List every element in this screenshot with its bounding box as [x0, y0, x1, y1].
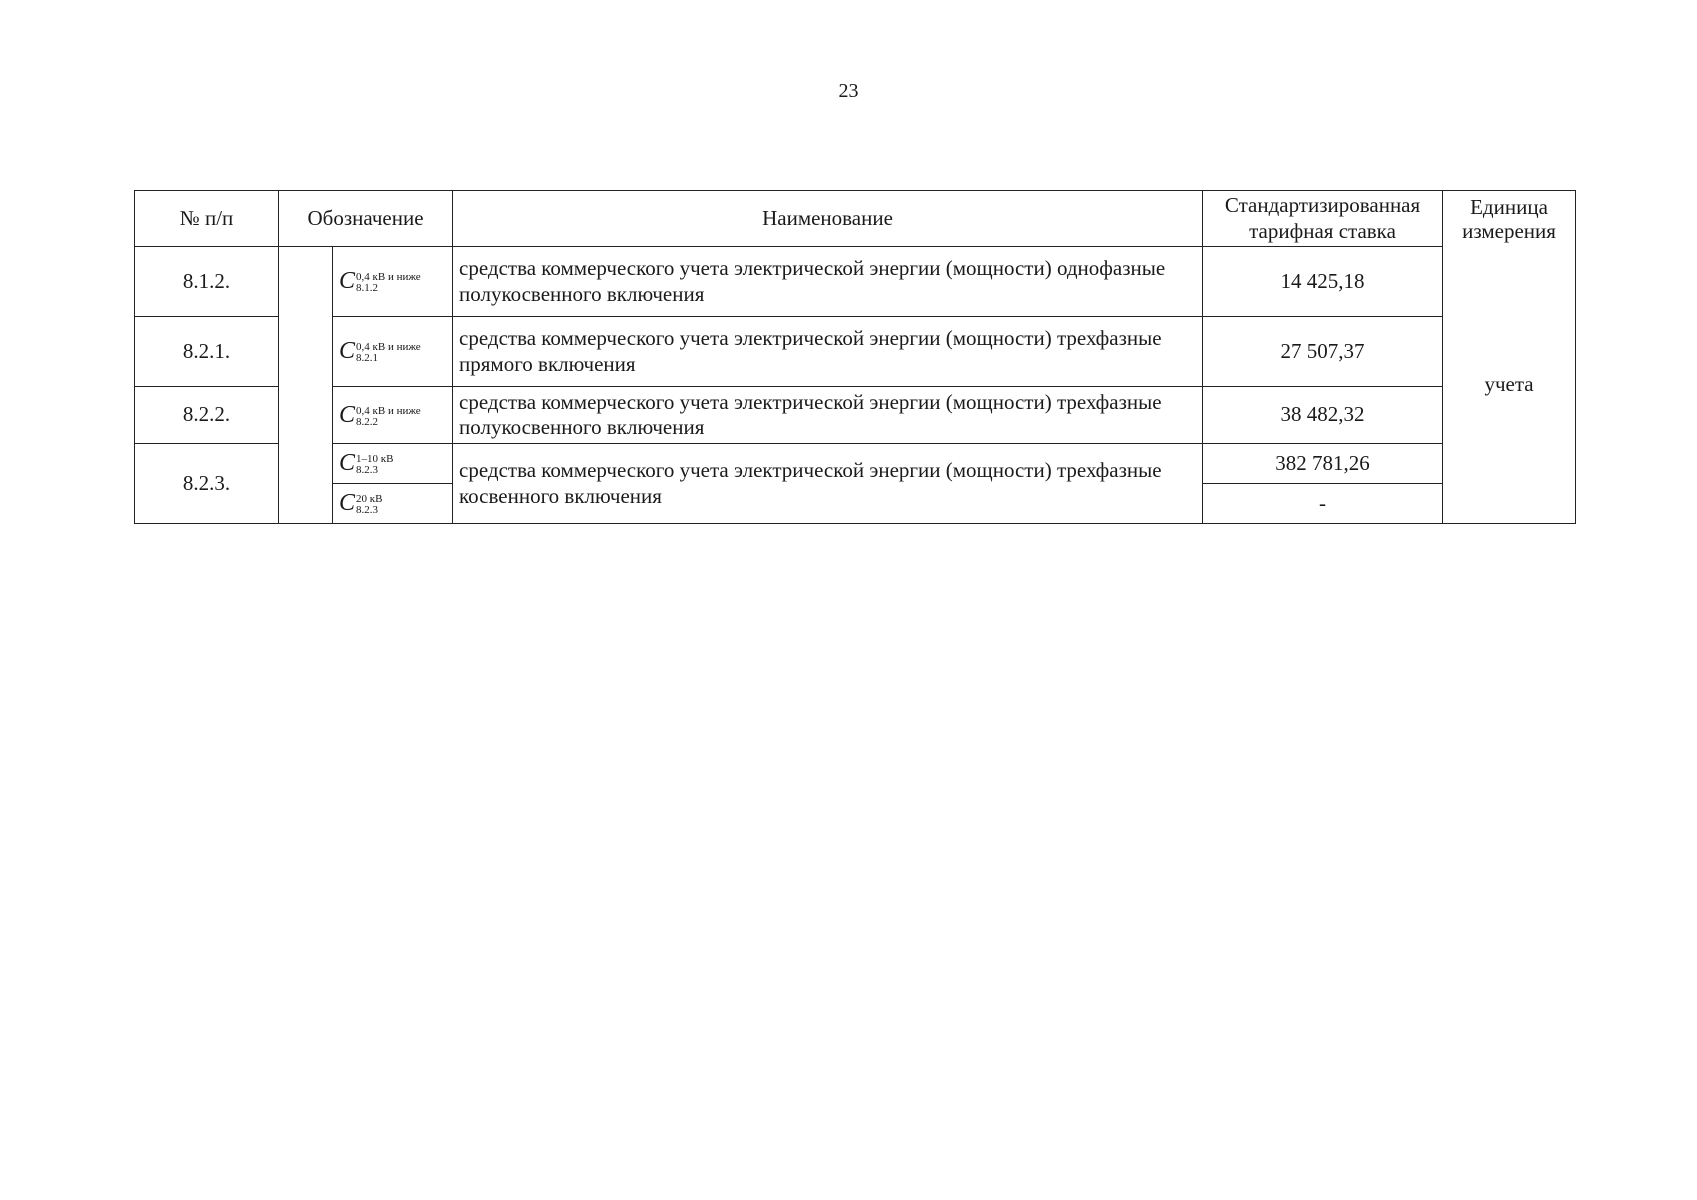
designation-symbol: C — [339, 338, 356, 365]
header-unit-line1: Единица — [1470, 194, 1548, 219]
row-number: 8.2.3. — [135, 444, 279, 524]
row-number: 8.1.2. — [135, 247, 279, 317]
row-rate: 27 507,37 — [1203, 317, 1443, 387]
row-name: средства коммерческого учета электрической энергии (мощности) трехфазные косвенного включения — [453, 444, 1203, 524]
designation-cell — [333, 247, 453, 317]
row-name: средства коммерческого учета электрической энергии (мощности) однофазные полукосвенного включения — [453, 247, 1203, 317]
row-rate: 14 425,18 — [1203, 247, 1443, 317]
page-number: 23 — [838, 80, 859, 102]
designation-subscript: 8.2.1 — [356, 352, 379, 365]
designation-subscript: 8.1.2 — [356, 282, 379, 295]
table-row — [135, 317, 1576, 387]
designation-subscript: 8.2.2 — [356, 415, 379, 428]
row-number: 8.2.1. — [135, 317, 279, 387]
designation-superscript: 0,4 кВ и ниже — [356, 404, 421, 417]
table-header-row — [135, 191, 1576, 247]
header-unit-line2: измерения — [1462, 218, 1556, 243]
row-rate: - — [1203, 484, 1443, 524]
table-row — [135, 444, 1576, 484]
table-row — [135, 247, 1576, 317]
row-rate: 38 482,32 — [1203, 387, 1443, 444]
designation-superscript: 20 кВ — [356, 493, 383, 506]
header-rate: Стандартизированная тарифная ставка — [1203, 191, 1443, 247]
designation-superscript: 0,4 кВ и ниже — [356, 341, 421, 354]
designation-cell — [333, 387, 453, 444]
header-num: № п/п — [135, 191, 279, 247]
row-name: средства коммерческого учета электрической энергии (мощности) трехфазные полукосвенного включения — [453, 387, 1203, 444]
designation-cell — [333, 444, 453, 484]
header-unit — [1443, 191, 1576, 247]
designation-symbol: C — [339, 450, 356, 477]
header-unit-line3: учета — [1484, 372, 1534, 397]
designation-symbol: C — [339, 268, 356, 295]
designation-superscript: 0,4 кВ и ниже — [356, 271, 421, 284]
designation-cell — [333, 317, 453, 387]
designation-symbol: C — [339, 490, 356, 517]
header-name: Наименование — [453, 191, 1203, 247]
designation-superscript: 1–10 кВ — [356, 453, 394, 466]
row-name: средства коммерческого учета электрической энергии (мощности) трехфазные прямого включения — [453, 317, 1203, 387]
designation-subscript: 8.2.3 — [356, 504, 379, 517]
unit-cell — [1443, 247, 1576, 524]
designation-symbol: C — [339, 401, 356, 428]
row-rate: 382 781,26 — [1203, 444, 1443, 484]
designation-cell — [333, 484, 453, 524]
tariff-table — [134, 190, 1576, 524]
designation-blank-cell — [279, 247, 333, 524]
row-number: 8.2.2. — [135, 387, 279, 444]
designation-subscript: 8.2.3 — [356, 464, 379, 477]
table-row — [135, 387, 1576, 444]
header-designation: Обозначение — [279, 191, 453, 247]
